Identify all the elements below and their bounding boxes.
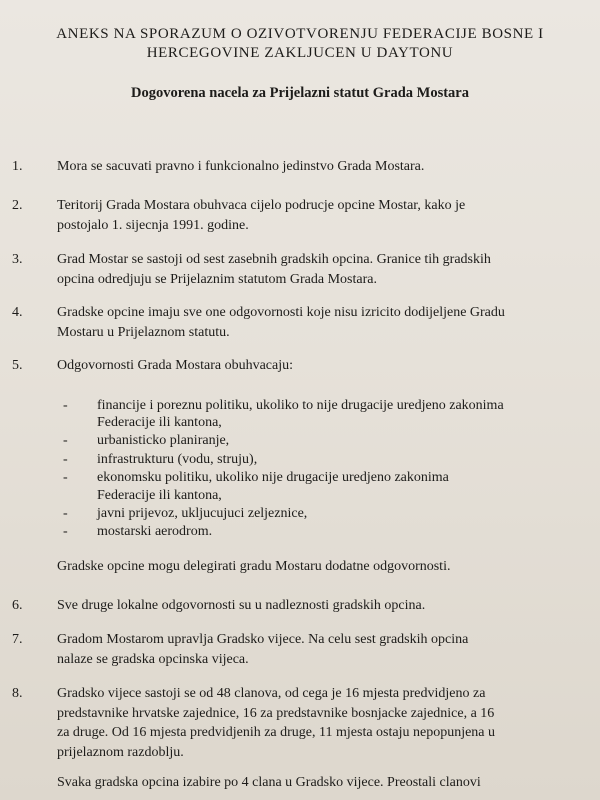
item-number: 6.	[12, 598, 23, 613]
item-text: Gradsko vijece sastoji se od 48 clanova, od cega je 16 mjesta predvidjeno za predstavnike hrvatske zajednice, 16 za predstavnike bosnjacke zajednice, a 16 za druge. Od 16 mjesta predvidjenih za druge, 11 mjesta ostaju nepopunjena u prijelaznom razdoblju.	[57, 686, 496, 760]
document-title-line-1: ANEKS NA SPORAZUM O OZIVOTVORENJU FEDERACIJE BOSNE I	[56, 26, 544, 42]
item-text: Gradske opcine imaju sve one odgovornosti koje nisu izricito dodijeljene Gradu Mostaru u Prijelaznom statutu.	[57, 305, 505, 340]
list-item: mostarski aerodrom.	[97, 524, 213, 539]
document-subtitle: Dogovorena nacela za Prijelazni statut Grada Mostara	[130, 85, 469, 101]
list-item: ekonomsku politiku, ukoliko nije drugacije uredjeno zakonima	[97, 470, 449, 485]
list-item: urbanisticko planiranje,	[97, 433, 230, 448]
final-paragraph: Svaka gradska opcina izabire po 4 clana u Gradsko vijece. Preostali clanovi	[57, 775, 481, 790]
list-bullet: -	[63, 506, 68, 521]
item-number: 3.	[12, 252, 23, 267]
document-title-line-2: HERCEGOVINE ZAKLJUCEN U DAYTONU	[146, 45, 454, 61]
list-item: Federacije ili kantona,	[97, 415, 222, 430]
list-bullet: -	[63, 470, 68, 485]
item-number: 7.	[12, 632, 23, 647]
list-bullet: -	[63, 452, 68, 467]
item-number: 4.	[12, 305, 23, 320]
delegation-note: Gradske opcine mogu delegirati gradu Mostaru dodatne odgovornosti.	[57, 559, 451, 574]
item-text: Sve druge lokalne odgovornosti su u nadleznosti gradskih opcina.	[57, 598, 426, 613]
item-number: 2.	[12, 198, 23, 213]
item-number: 1.	[12, 159, 23, 174]
item-number: 8.	[12, 686, 23, 701]
list-bullet: -	[63, 433, 68, 448]
list-item: javni prijevoz, ukljucujuci zeljeznice,	[97, 506, 308, 521]
item-number: 5.	[12, 358, 23, 373]
list-bullet: -	[63, 524, 68, 539]
list-bullet: -	[63, 398, 68, 413]
list-item: financije i poreznu politiku, ukoliko to nije drugacije uredjeno zakonima	[97, 398, 504, 413]
item-text: Odgovornosti Grada Mostara obuhvacaju:	[57, 358, 293, 373]
list-item: infrastrukturu (vodu, struju),	[97, 452, 258, 467]
item-text: Teritorij Grada Mostara obuhvaca cijelo podrucje opcine Mostar, kako je postojalo 1. sijecnja 1991. godine.	[57, 198, 466, 233]
item-text: Grad Mostar se sastoji od sest zasebnih gradskih opcina. Granice tih gradskih opcina odredjuju se Prijelaznim statutom Grada Mostara.	[57, 252, 491, 287]
item-text: Gradom Mostarom upravlja Gradsko vijece. Na celu sest gradskih opcina nalaze se gradska opcinska vijeca.	[57, 632, 469, 667]
list-item: Federacije ili kantona,	[97, 488, 222, 503]
item-text: Mora se sacuvati pravno i funkcionalno jedinstvo Grada Mostara.	[57, 159, 425, 174]
